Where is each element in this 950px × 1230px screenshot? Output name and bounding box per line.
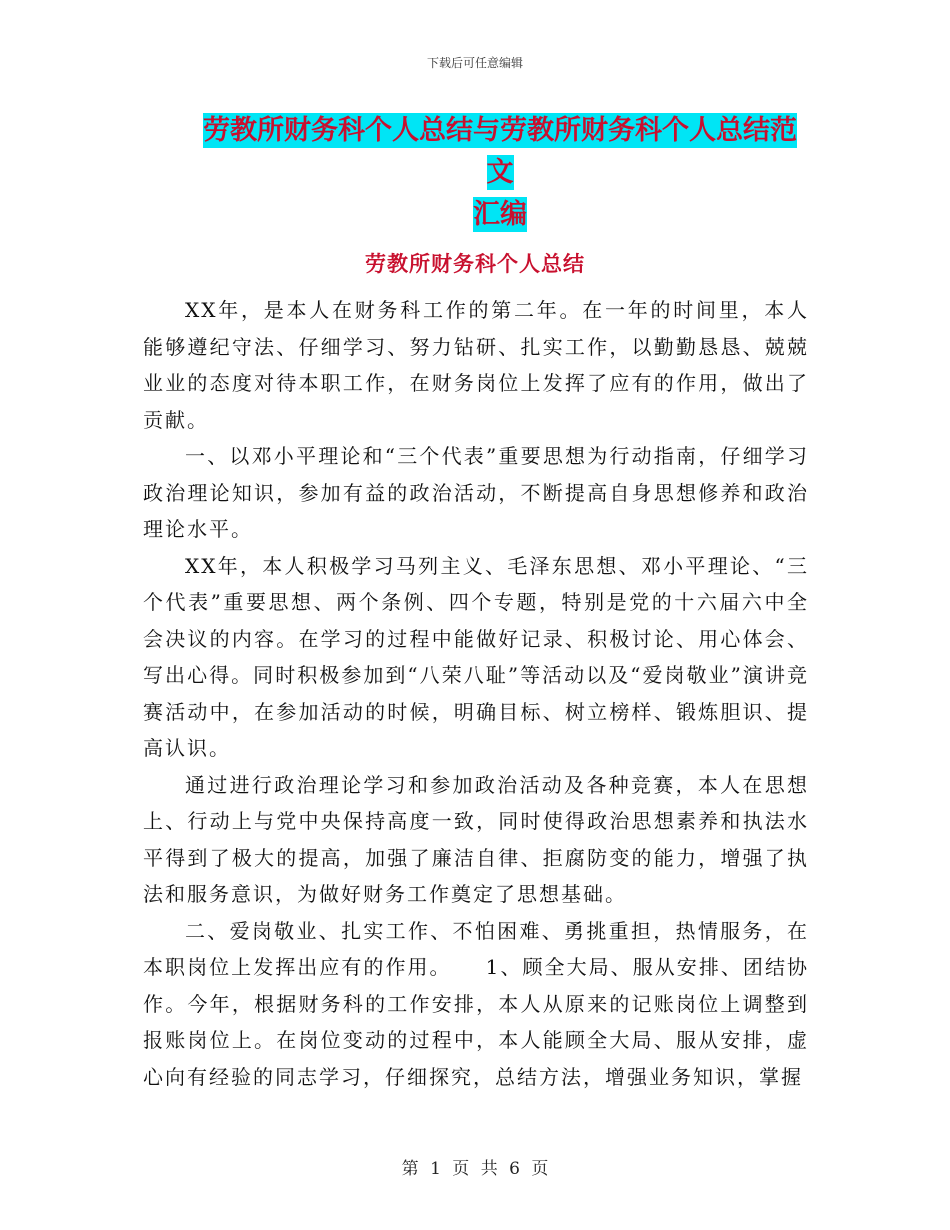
section-title: 劳教所财务科个人总结 <box>365 251 585 276</box>
paragraph: 一、以邓小平理论和“三个代表”重要思想为行动指南，仔细学习政治理论知识，参加有益的政治活动，不断提高自身思想修养和政治理论水平。 <box>143 444 809 541</box>
document-title <box>190 110 810 236</box>
paragraph: 二、爱岗敬业、扎实工作、不怕困难、勇挑重担，热情服务，在本职岗位上发挥出应有的作用。 1、顾全大局、服从安排、团结协作。今年，根据财务科的工作安排，本人从原来的记账岗位上调整到报账岗位上。在岗位变动的过程中，本人能顾全大局、服从安排，虚心向有经验的同志学习，仔细探究，总结方法，增强业务知识，掌握 <box>143 918 809 1089</box>
paragraph: XX年，是本人在财务科工作的第二年。在一年的时间里，本人能够遵纪守法、仔细学习、努力钻研、扎实工作，以勤勤恳恳、兢兢业业的态度对待本职工作，在财务岗位上发挥了应有的作用，做出了贡献。 <box>143 298 809 432</box>
page-footer: 第 1 页 共 6 页 <box>401 1159 549 1179</box>
title-line-1: 劳教所财务科个人总结与劳教所财务科个人总结范文 <box>203 115 797 188</box>
header-note: 下载后可任意编辑 <box>426 56 523 70</box>
paragraph: 通过进行政治理论学习和参加政治活动及各种竞赛，本人在思想上、行动上与党中央保持高度一致，同时使得政治思想素养和执法水平得到了极大的提高，加强了廉洁自律、拒腐防变的能力，增强了执法和服务意识，为做好财务工作奠定了思想基础。 <box>143 772 809 906</box>
title-line-2: 汇编 <box>473 199 527 230</box>
body-text <box>143 292 809 1095</box>
paragraph: XX年，本人积极学习马列主义、毛泽东思想、邓小平理论、“三个代表”重要思想、两个条例、四个专题，特别是党的十六届六中全会决议的内容。在学习的过程中能做好记录、积极讨论、用心体会、写出心得。同时积极参加到“八荣八耻”等活动以及“爱岗敬业”演讲竞赛活动中，在参加活动的时候，明确目标、树立榜样、锻炼胆识、提高认识。 <box>143 553 809 760</box>
